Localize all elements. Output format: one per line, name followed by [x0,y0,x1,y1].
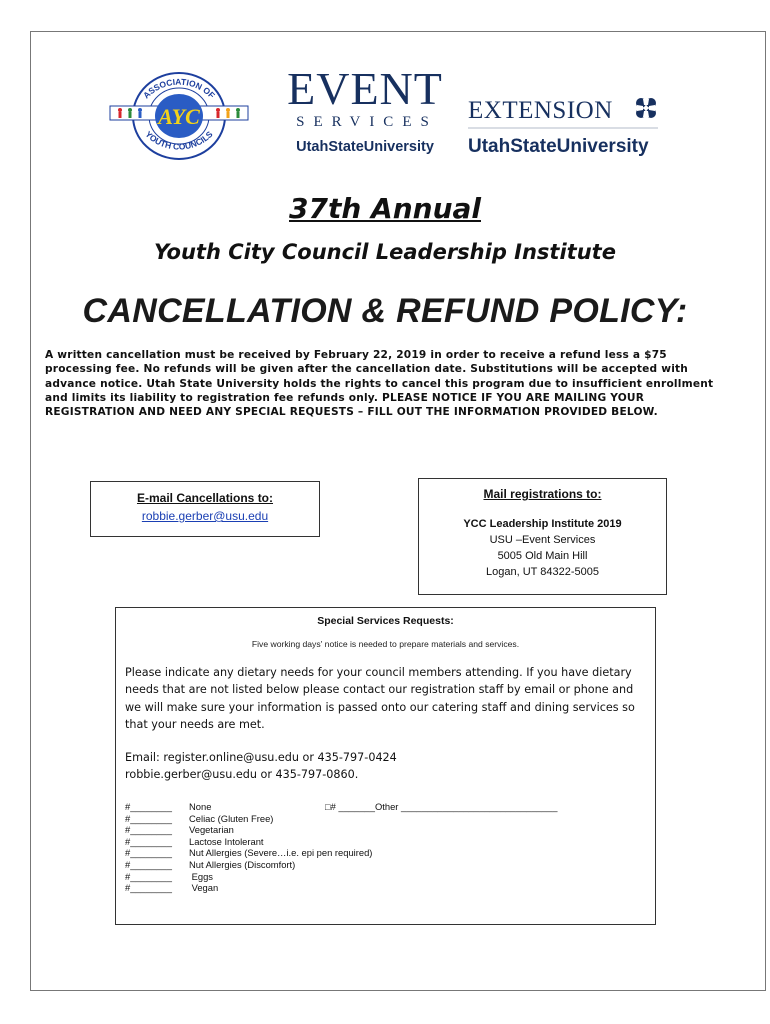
diet-label: Eggs [189,870,213,882]
diet-blank[interactable]: #________ [125,882,172,894]
heading-subtitle: Youth City Council Leadership Institute [154,240,616,264]
special-services-body: Please indicate any dietary needs for your council members attending. If you have dietary needs that are not listed below please contact our registration staff by email or phone and we will make sure your information is passed onto our catering staff and dining services so that your needs are met. [125,666,635,732]
special-services-title: Special Services Requests: [317,615,454,627]
mail-box-org: YCC Leadership Institute 2019 [463,518,622,530]
heading-annual: 37th Annual [289,192,481,225]
diet-label: Lactose Intolerant [189,835,264,847]
heading-policy: CANCELLATION & REFUND POLICY: [82,292,688,330]
diet-label: Nut Allergies (Severe…i.e. epi pen required) [189,847,373,859]
event-logo-usu: UtahStateUniversity [296,139,434,155]
diet-label: Celiac (Gluten Free) [189,812,274,824]
contact-line-2: robbie.gerber@usu.edu or 435-797-0860. [125,768,359,782]
ayc-seal-icon [108,66,250,162]
mail-box-line1: USU –Event Services [489,534,596,546]
mail-box-line2: 5005 Old Main Hill [497,550,588,562]
email-link[interactable]: robbie.gerber@usu.edu [141,509,269,523]
special-services-box [115,607,656,925]
event-logo-line1: EVENT [287,63,443,114]
email-box-title: E-mail Cancellations to: [136,491,274,505]
diet-row-eggs [125,871,645,883]
extension-logo-line1: EXTENSION [468,97,613,124]
diet-blank[interactable]: #________ [125,870,172,882]
diet-label: Nut Allergies (Discomfort) [189,858,296,870]
ayc-text-bottom: YOUTH COUNCILS [143,129,215,152]
diet-row-vegetarian [125,824,645,836]
event-services-logo [278,62,453,162]
special-services-contact [125,749,645,784]
policy-text: A written cancellation must be received by February 22, 2019 in order to receive a refund less a $75 processing fee. No refunds will be given after the cancellation date. Substitutions will be accepted with advance notice. Utah State University holds the rights to cancel this program due to insufficient enrollment and limits its liability to registration fee refunds only. PLEASE NOTICE IF YOU ARE MAILING YOUR REGISTRATION AND NEED ANY SPECIAL REQUESTS – FILL OUT THE INFORMATION PROVIDED BELOW. [45,349,714,419]
diet-label: Vegetarian [189,824,234,836]
diet-blank[interactable]: #________ [125,858,172,870]
ayc-logo [108,66,250,162]
ayc-text-top: ASSOCIATION OF [141,76,217,101]
clover-icon [636,98,656,118]
mail-box-title: Mail registrations to: [483,487,602,501]
event-logo-line2: SERVICES [296,114,438,130]
diet-row-lactose [125,836,645,848]
diet-row-nut-discomfort [125,859,645,871]
diet-blank[interactable]: #________ [125,835,172,847]
email-cancellation-box [90,481,320,537]
diet-label: Vegan [189,882,219,894]
ayc-text-center: AYC [158,104,200,129]
diet-blank[interactable]: #________ [125,847,172,859]
extension-logo [466,90,662,160]
contact-line-1: Email: register.online@usu.edu or 435-797-0424 [125,751,397,764]
diet-blank[interactable]: #________ [125,812,172,824]
diet-blank[interactable]: #________ [125,801,172,812]
diet-row-vegan [125,882,645,894]
diet-row-nut-severe [125,847,645,859]
mail-box-line3: Logan, UT 84322-5005 [486,566,599,578]
diet-row-none [125,801,645,813]
diet-row-celiac [125,813,645,825]
diet-other-field[interactable]: □# _______Other ______________________________ [325,801,558,812]
dietary-list [125,801,645,894]
diet-label: None [189,801,212,812]
extension-logo-usu: UtahStateUniversity [468,136,649,157]
mail-registration-box [418,478,667,595]
special-services-notice: Five working days' notice is needed to prepare materials and services. [251,639,520,649]
diet-blank[interactable]: #________ [125,824,172,836]
